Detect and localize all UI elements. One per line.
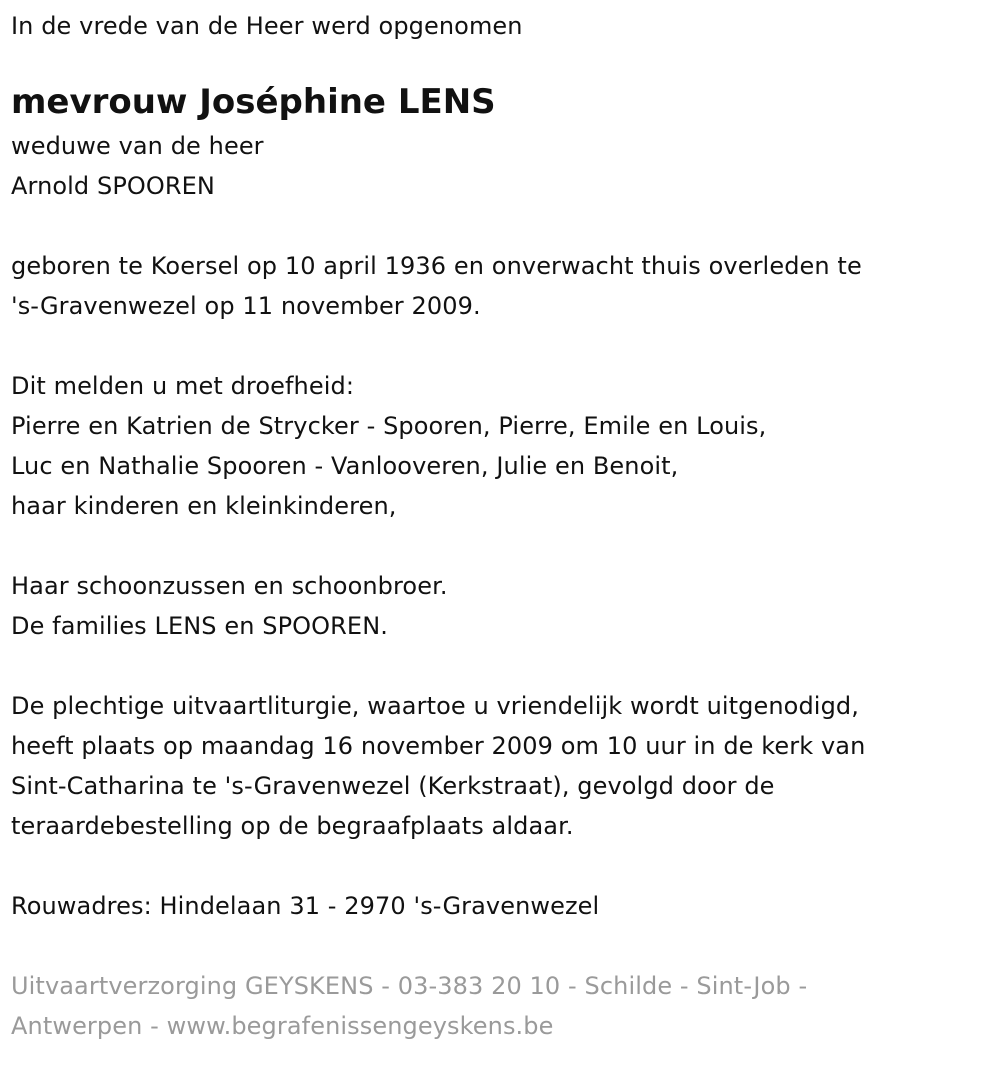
spacer [11, 846, 1000, 886]
ceremony-line-4: teraardebestelling op de begraafplaats aldaar. [11, 812, 574, 840]
funeral-home-line-2: Antwerpen - www.begrafenissengeyskens.be [11, 1012, 554, 1040]
announcers-line-3: Luc en Nathalie Spooren - Vanlooveren, Julie en Benoit, [11, 452, 679, 480]
spouse-line-2: Arnold SPOOREN [11, 172, 215, 200]
family-line-1: Haar schoonzussen en schoonbroer. [11, 572, 448, 600]
announcers-line-2: Pierre en Katrien de Strycker - Spooren, Pierre, Emile en Louis, [11, 412, 767, 440]
ceremony-line-2: heeft plaats op maandag 16 november 2009 om 10 uur in de kerk van [11, 732, 866, 760]
intro-line: In de vrede van de Heer werd opgenomen [11, 12, 523, 40]
ceremony-line-3: Sint-Catharina te 's-Gravenwezel (Kerkstraat), gevolgd door de [11, 772, 775, 800]
spacer [11, 526, 1000, 566]
spacer [11, 926, 1000, 966]
funeral-home-line-1: Uitvaartverzorging GEYSKENS - 03-383 20 10 - Schilde - Sint-Job - [11, 972, 808, 1000]
mourning-address: Rouwadres: Hindelaan 31 - 2970 's-Gravenwezel [11, 892, 600, 920]
family-line-2: De families LENS en SPOOREN. [11, 612, 388, 640]
spacer [11, 646, 1000, 686]
announcers-line-4: haar kinderen en kleinkinderen, [11, 492, 397, 520]
spouse-line-1: weduwe van de heer [11, 132, 264, 160]
spacer [11, 326, 1000, 366]
deceased-name: mevrouw Joséphine LENS [11, 82, 496, 122]
announcers-line-1: Dit melden u met droefheid: [11, 372, 355, 400]
spacer [11, 206, 1000, 246]
birth-death-line-2: 's-Gravenwezel op 11 november 2009. [11, 292, 481, 320]
ceremony-line-1: De plechtige uitvaartliturgie, waartoe u vriendelijk wordt uitgenodigd, [11, 692, 859, 720]
birth-death-line-1: geboren te Koersel op 10 april 1936 en onverwacht thuis overleden te [11, 252, 862, 280]
